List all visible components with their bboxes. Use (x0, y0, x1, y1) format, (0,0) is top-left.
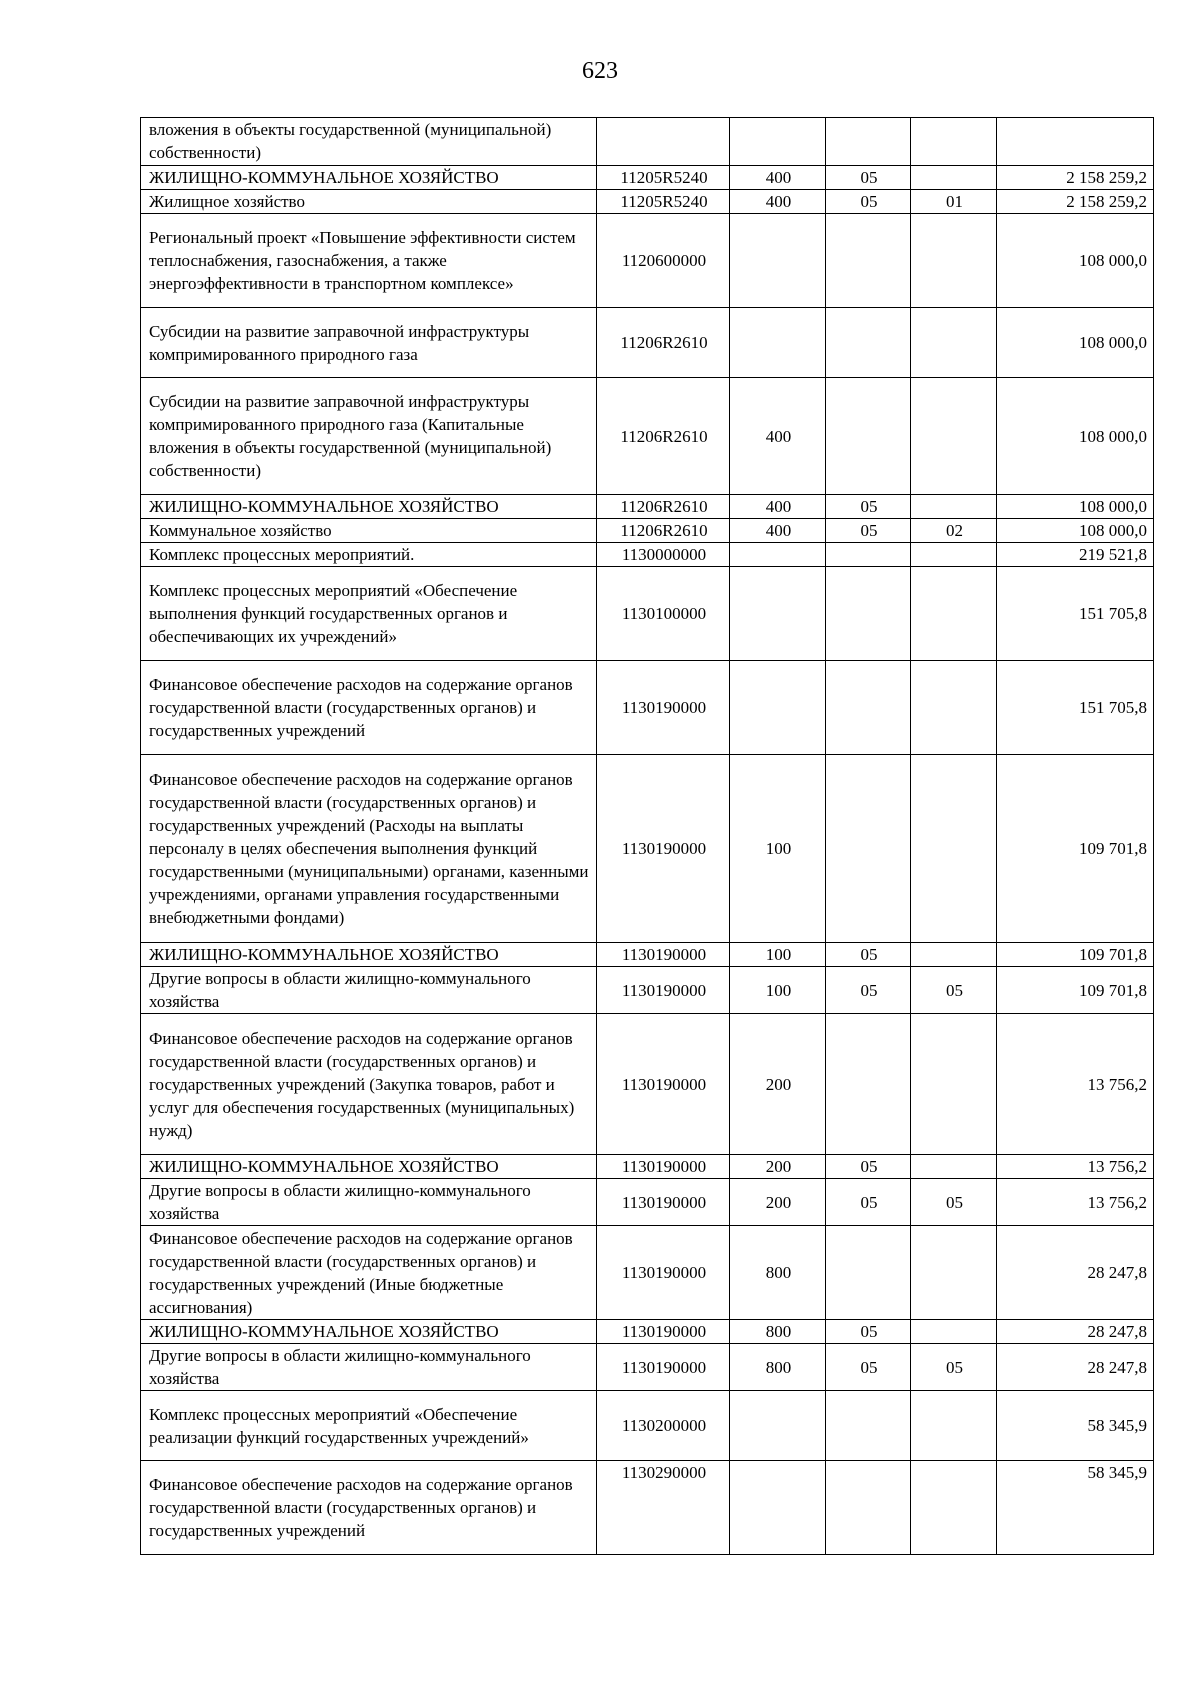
table-row (141, 943, 1154, 967)
row-name: Коммунальное хозяйство (141, 519, 597, 543)
row-vr (730, 661, 826, 755)
row-pr (911, 1014, 997, 1155)
row-name: Финансовое обеспечение расходов на содержание органов государственной власти (государственных органов) и государственных учреждений (Иные бюджетные ассигнования) (141, 1226, 597, 1320)
row-vr: 800 (730, 1226, 826, 1320)
row-sum: 108 000,0 (997, 214, 1154, 308)
row-name: Финансовое обеспечение расходов на содержание органов государственной власти (государственных органов) и государственных учреждений (141, 661, 597, 755)
row-rz: 05 (826, 166, 911, 190)
row-vr (730, 308, 826, 378)
row-sum: 13 756,2 (997, 1014, 1154, 1155)
row-pr: 01 (911, 190, 997, 214)
row-pr: 05 (911, 1344, 997, 1391)
row-rz (826, 661, 911, 755)
row-rz: 05 (826, 943, 911, 967)
row-vr: 100 (730, 943, 826, 967)
row-name: вложения в объекты государственной (муниципальной) собственности) (141, 118, 597, 166)
row-code: 11206R2610 (597, 308, 730, 378)
row-code: 1130190000 (597, 943, 730, 967)
table-row (141, 1320, 1154, 1344)
row-pr (911, 166, 997, 190)
row-pr: 05 (911, 967, 997, 1014)
row-pr (911, 661, 997, 755)
row-sum: 109 701,8 (997, 755, 1154, 943)
row-code: 1130190000 (597, 661, 730, 755)
row-name: Региональный проект «Повышение эффективности систем теплоснабжения, газоснабжения, а также энергоэффективности в транспортном комплексе» (141, 214, 597, 308)
row-rz: 05 (826, 1320, 911, 1344)
row-sum: 109 701,8 (997, 943, 1154, 967)
table-row (141, 1391, 1154, 1461)
row-vr: 800 (730, 1320, 826, 1344)
row-pr: 05 (911, 1179, 997, 1226)
row-vr: 200 (730, 1179, 826, 1226)
row-pr (911, 1226, 997, 1320)
row-name: Финансовое обеспечение расходов на содержание органов государственной власти (государственных органов) и государственных учреждений (141, 1461, 597, 1555)
table-row (141, 118, 1154, 166)
row-vr (730, 1461, 826, 1555)
row-pr (911, 543, 997, 567)
row-code: 1130190000 (597, 1226, 730, 1320)
row-code: 11206R2610 (597, 378, 730, 495)
row-code: 1130190000 (597, 1014, 730, 1155)
row-rz (826, 1226, 911, 1320)
row-sum: 151 705,8 (997, 567, 1154, 661)
row-sum: 2 158 259,2 (997, 166, 1154, 190)
row-name: Комплекс процессных мероприятий «Обеспечение реализации функций государственных учреждений» (141, 1391, 597, 1461)
row-sum: 28 247,8 (997, 1344, 1154, 1391)
row-name: ЖИЛИЩНО-КОММУНАЛЬНОЕ ХОЗЯЙСТВО (141, 166, 597, 190)
row-vr: 100 (730, 755, 826, 943)
row-vr: 400 (730, 378, 826, 495)
row-vr: 800 (730, 1344, 826, 1391)
row-sum: 58 345,9 (997, 1391, 1154, 1461)
row-sum: 219 521,8 (997, 543, 1154, 567)
row-code: 1130100000 (597, 567, 730, 661)
row-name: Финансовое обеспечение расходов на содержание органов государственной власти (государственных органов) и государственных учреждений (Закупка товаров, работ и услуг для обеспечения государственных (муниципальных) нужд) (141, 1014, 597, 1155)
row-rz: 05 (826, 1155, 911, 1179)
row-pr (911, 1461, 997, 1555)
row-vr (730, 1391, 826, 1461)
row-code: 1130190000 (597, 967, 730, 1014)
row-code: 11205R5240 (597, 166, 730, 190)
row-rz: 05 (826, 1344, 911, 1391)
row-code: 11205R5240 (597, 190, 730, 214)
row-vr: 100 (730, 967, 826, 1014)
row-name: Другие вопросы в области жилищно-коммунального хозяйства (141, 1344, 597, 1391)
row-name: Другие вопросы в области жилищно-коммунального хозяйства (141, 1179, 597, 1226)
row-vr: 200 (730, 1014, 826, 1155)
table-row (141, 543, 1154, 567)
table-row (141, 1155, 1154, 1179)
row-vr (730, 567, 826, 661)
row-sum: 108 000,0 (997, 378, 1154, 495)
table-row (141, 495, 1154, 519)
row-name: ЖИЛИЩНО-КОММУНАЛЬНОЕ ХОЗЯЙСТВО (141, 1320, 597, 1344)
row-name: Финансовое обеспечение расходов на содержание органов государственной власти (государственных органов) и государственных учреждений (Расходы на выплаты персоналу в целях обеспечения выполнения функций государственными (муниципальными) органами, казенными учреждениями, органами управления государственными внебюджетными фондами) (141, 755, 597, 943)
row-sum: 2 158 259,2 (997, 190, 1154, 214)
row-code: 1130200000 (597, 1391, 730, 1461)
row-name: ЖИЛИЩНО-КОММУНАЛЬНОЕ ХОЗЯЙСТВО (141, 1155, 597, 1179)
row-vr: 400 (730, 519, 826, 543)
row-rz (826, 755, 911, 943)
row-code: 1130190000 (597, 1344, 730, 1391)
table-row (141, 166, 1154, 190)
row-sum: 28 247,8 (997, 1226, 1154, 1320)
row-vr: 200 (730, 1155, 826, 1179)
row-rz (826, 543, 911, 567)
table-row (141, 1014, 1154, 1155)
row-rz (826, 214, 911, 308)
budget-table (140, 117, 1154, 1555)
table-row (141, 1461, 1154, 1555)
row-sum: 151 705,8 (997, 661, 1154, 755)
row-pr (911, 118, 997, 166)
row-name: Субсидии на развитие заправочной инфраструктуры компримированного природного газа (Капитальные вложения в объекты государственной (муниципальной) собственности) (141, 378, 597, 495)
row-pr (911, 308, 997, 378)
row-pr (911, 567, 997, 661)
row-name: Комплекс процессных мероприятий. (141, 543, 597, 567)
row-sum: 28 247,8 (997, 1320, 1154, 1344)
table-row (141, 1226, 1154, 1320)
row-code: 1130190000 (597, 1320, 730, 1344)
row-code: 11206R2610 (597, 495, 730, 519)
row-pr (911, 214, 997, 308)
row-pr (911, 755, 997, 943)
row-pr (911, 495, 997, 519)
row-sum: 13 756,2 (997, 1155, 1154, 1179)
row-code: 11206R2610 (597, 519, 730, 543)
row-pr (911, 1320, 997, 1344)
row-pr (911, 378, 997, 495)
row-rz: 05 (826, 519, 911, 543)
row-vr: 400 (730, 166, 826, 190)
row-code: 1130190000 (597, 755, 730, 943)
row-rz (826, 378, 911, 495)
row-pr (911, 1155, 997, 1179)
row-rz (826, 308, 911, 378)
table-row (141, 308, 1154, 378)
row-name: Субсидии на развитие заправочной инфраструктуры компримированного природного газа (141, 308, 597, 378)
table-row (141, 755, 1154, 943)
row-pr: 02 (911, 519, 997, 543)
row-vr: 400 (730, 495, 826, 519)
row-rz (826, 1014, 911, 1155)
table-row (141, 190, 1154, 214)
row-vr (730, 214, 826, 308)
row-vr (730, 543, 826, 567)
row-code: 1130190000 (597, 1179, 730, 1226)
table-row (141, 214, 1154, 308)
table-row (141, 967, 1154, 1014)
row-name: Другие вопросы в области жилищно-коммунального хозяйства (141, 967, 597, 1014)
row-rz: 05 (826, 190, 911, 214)
row-rz (826, 1391, 911, 1461)
table-row (141, 567, 1154, 661)
row-sum: 108 000,0 (997, 308, 1154, 378)
row-sum: 13 756,2 (997, 1179, 1154, 1226)
row-code: 1130000000 (597, 543, 730, 567)
row-code: 1130290000 (597, 1461, 730, 1555)
row-vr (730, 118, 826, 166)
row-name: Комплекс процессных мероприятий «Обеспечение выполнения функций государственных органов и обеспечивающих их учреждений» (141, 567, 597, 661)
row-sum: 108 000,0 (997, 495, 1154, 519)
row-rz (826, 1461, 911, 1555)
row-vr: 400 (730, 190, 826, 214)
table-row (141, 378, 1154, 495)
page-number: 623 (582, 58, 618, 84)
row-rz: 05 (826, 495, 911, 519)
table-row (141, 1344, 1154, 1391)
table-row (141, 661, 1154, 755)
table-row (141, 1179, 1154, 1226)
row-name: Жилищное хозяйство (141, 190, 597, 214)
row-pr (911, 943, 997, 967)
row-rz: 05 (826, 967, 911, 1014)
row-pr (911, 1391, 997, 1461)
row-rz (826, 118, 911, 166)
row-name: ЖИЛИЩНО-КОММУНАЛЬНОЕ ХОЗЯЙСТВО (141, 495, 597, 519)
row-sum: 58 345,9 (997, 1461, 1154, 1555)
row-code (597, 118, 730, 166)
row-sum: 109 701,8 (997, 967, 1154, 1014)
row-rz: 05 (826, 1179, 911, 1226)
row-code: 1120600000 (597, 214, 730, 308)
row-code: 1130190000 (597, 1155, 730, 1179)
row-sum: 108 000,0 (997, 519, 1154, 543)
table-row (141, 519, 1154, 543)
row-name: ЖИЛИЩНО-КОММУНАЛЬНОЕ ХОЗЯЙСТВО (141, 943, 597, 967)
row-sum (997, 118, 1154, 166)
row-rz (826, 567, 911, 661)
